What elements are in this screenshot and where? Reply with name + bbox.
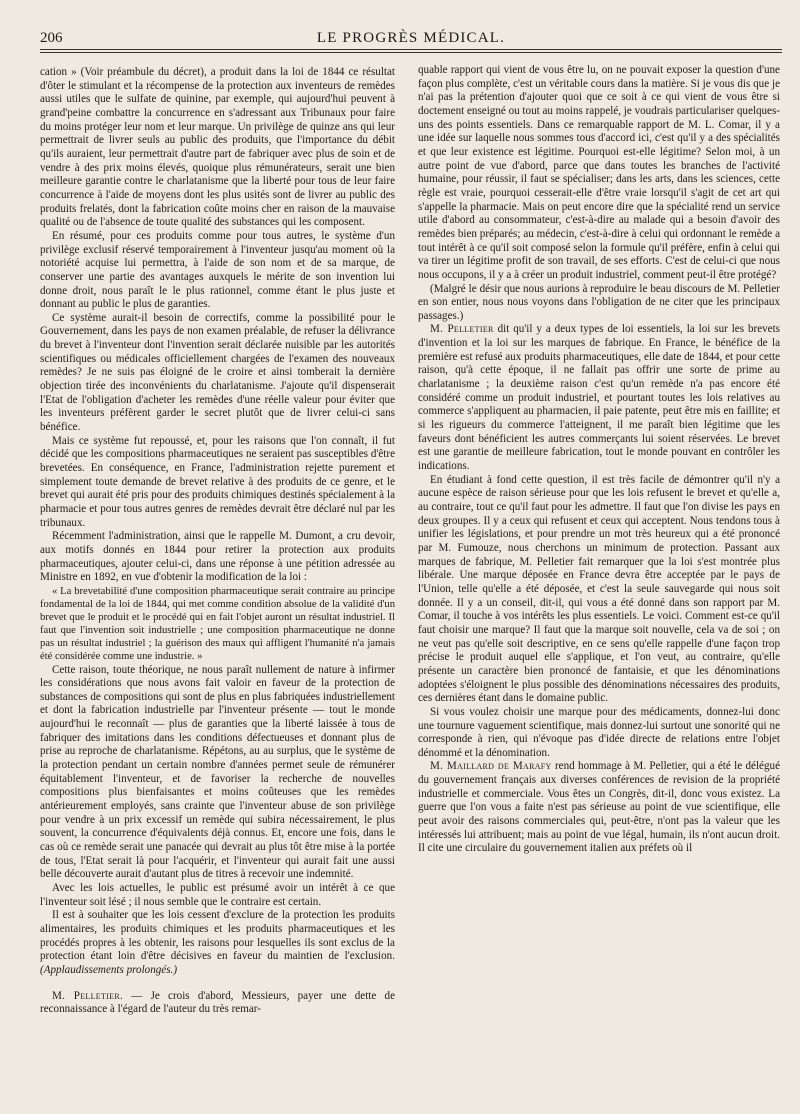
header-rule [40, 52, 782, 53]
paragraph: quable rapport qui vient de vous être lu, on ne pouvait exposer la question d'une façon plus complète, c'est un véritable cours dans la matière. Si je vous dis que je n'ai pas la prétention d'ajouter quoi que ce soit à ce qui vient de vous être si doctement enseigné ou tout au moins rappelé, je voudrais particulariser quelques-uns des points essentiels. Dans ce remarquable rapport de M. L. Comar, il y a une idée sur laquelle nous sommes tous d'accord ici, c'est qu'il y a des spécialités et que leur existence est légitime. Pourquoi est-elle légitime? Selon moi, à un autre point de vue d'abord, parce que dans toutes les branches de l'activité humaine, pour réussir, il faut se spécialiser; dans les arts, dans les sciences, cette règle est vraie, pourquoi cesserait-elle d'être vraie lorsqu'il s'agit de cet art qui s'appelle la pharmacie. Mais on peut encore dire que la spécialité rend un service utile d'abord au consommateur, c'est-à-dire au malade qui a besoin d'avoir des remèdes bien préparés; au médecin, c'est-à-dire à celui qui ordonnant le remède a tout intérêt à ce qu'il soit composé selon la formule qu'il préfère, enfin à celui qui va tirer un légitime profit de son travail, de ses efforts. C'est de celui-ci que nous nous occupons, il y a à créer un produit industriel, comment peut-il être protégé? [418, 64, 780, 281]
paragraph [418, 323, 780, 473]
running-header [40, 28, 782, 48]
speaker-name: M. Pelletier [430, 323, 494, 336]
paragraph: Mais ce système fut repoussé, et, pour les raisons que l'on connaît, il fut décidé que les compositions pharmaceutiques ne seraient pas susceptibles d'être brevetées. En conséquence, en France, l'administration rejette purement et simplement toute demande de brevet relative à des produits de ce genre, et le brevet qui aurait été pris pour des produits chimiques destinés spécialement à la pharmacie et pour tous autres genres de remèdes devrait être déclaré nul par les tribunaux. [40, 434, 395, 529]
paragraph-text: dit qu'il y a deux types de loi essentiels, la loi sur les brevets d'invention et la loi sur les marques de fabrique. En France, le bénéfice de la première est refusé aux produits pharmaceutiques, elle date de 1844, et pour cette raison, qu'à cette époque, il ne fallait pas offrir une sorte de prime au charlatanisme ; la deuxième raison c'est qu'un remède n'a pas encore été considéré comme un produit industriel, et pourtant toutes les lois relatives au commerce s'appliquent au pharmacien, il paie patente, peut être mis en faillite; et si les rigueurs du commerce l'atteignent, il me paraît bien légitime que les faveurs dont bénéficient les autres commerçants lui soient réservées. Le brevet est une garantie de meilleure fabrication, tout le monde pouvant en contrôler les indications. [418, 323, 780, 473]
paragraph: Avec les lois actuelles, le public est présumé avoir un intérêt à ce que l'inventeur soit lésé ; il nous semble que le contraire est certain. [40, 882, 395, 908]
paragraph: En résumé, pour ces produits comme pour tous autres, le système d'un privilège exclusif réservé temporairement à l'inventeur jusqu'au moment où la notoriété acquise lui permettra, à l'aide de son nom et de sa marque, de conserver une partie des avantages auxquels le mérite de son invention lui donne droit, nous paraît le le plus rationnel, comme étant le plus juste et donnant au public le plus de garanties. [40, 229, 395, 311]
paragraph: (Malgré le désir que nous aurions à reproduire le beau discours de M. Pelletier en son entier, nous nous voyons dans l'obligation de ne citer que les principaux passages.) [418, 282, 780, 322]
paragraph: Récemment l'administration, ainsi que le rappelle M. Dumont, a cru devoir, aux motifs donnés en 1844 pour retirer la protection aux produits pharmaceutiques, ajouter celui-ci, dans une réponse à une pétition adressée au Ministre en 1892, en vue d'obtenir la modification de la loi : [40, 530, 395, 584]
journal-title: LE PROGRÈS MÉDICAL. [316, 30, 506, 46]
paragraph-text: rend hommage à M. Pelletier, qui a été le délégué du gouvernement français aux diverses conférences de revision de la propriété industrielle et commerciale. Vous êtes un Congrès, dit-il, donc vous existez. La guerre que l'on vous a faite n'est pas sérieuse au point de vue scientifique, elle peut avoir des raisons commerciales qui, peut-être, n'ont pas la valeur que les intéressés lui attribuent; mais au point de vue légal, humain, ils n'ont aucun droit. Il cite une circulaire du gouvernement italien aux préfets où il [418, 760, 780, 855]
paragraph: En étudiant à fond cette question, il est très facile de démontrer qu'il n'y a aucune espèce de raison sérieuse pour que les lois refusent le brevet et qu'elle a, au contraire, tout ce qu'il faut pour les admettre. Il faut que l'on divise les pays en deux groupes. Il y a ceux qui refusent et ceux qui acceptent. Nous tendons tous à unifier les législations, et pour prendre un mot très heureux qui a été prononcé par M. Fumouze, nous cherchons un minimum de protection. Passant aux marques de fabrique, M. Pelletier fait remarquer que la loi s'est montrée plus libérale. Une marque déposée en France devra être acceptée par le pays de l'Union, telle qu'elle a été déposée, et c'est la seule sauvegarde qui nous soit donnée. Il y a un conseil, dit-il, qui vous a été donné dans son rapport par M. Comar, il touche à vos intérêts les plus essentiels. Le voici. Comment est-ce qu'il faut choisir une marque? Il faut que la marque soit nouvelle, cela va de soi ; on ne veut pas qu'elle soit descriptive, en ce sens qu'elle rappelle d'une façon trop précise le produit auquel elle s'applique, et l'on veut, au contraire, qu'elle présente un caractère bien prononcé de fantaisie, et que les dénominations adoptées s'éloignent le plus possible des dénominations nécessaires des produits, ces dernières étant dans le domaine public. [418, 473, 780, 705]
speaker-name: M. Pelletier. [52, 989, 124, 1002]
right-column [418, 64, 780, 856]
page-number: 206 [40, 30, 63, 46]
paragraph: Si vous voulez choisir une marque pour des médicaments, donnez-lui donc une tournure vaguement scientifique, mais donnez-lui surtout une sonorité qui ne corresponde à rien, qui n'évoque pas d'idée directe de relations entre l'objet dénommé et la dénomination. [418, 705, 780, 759]
applause-note: (Applaudissements prolongés.) [40, 963, 178, 976]
paragraph: Cette raison, toute théorique, ne nous paraît nullement de nature à infirmer les considérations que nous avons fait valoir en faveur de la protection de substances de compositions qui sont de plus en plus fabriquées industriellement et dont la fabrication industrielle par l'inventeur présente — tout le monde aujourd'hui le reconnaît — plus de garanties que la liberté laissée à tous de fabriquer des imitations dans les conditions défectueuses et donnant plus de prise au reproche de charlatanisme. Répétons, au au surplus, que le système de la protection pendant un certain nombre d'années permet seule de rémunérer équitablement l'inventeur, et de favoriser la recherche de nouvelles compositions plus bienfaisantes et moins coûteuses que les remèdes antérieurement employés, sans crainte que l'inventeur abuse de son privilège pour vendre à un prix excessif un remède qui subira nécessairement, le plus souvent, la concurrence d'équivalents déjà connus. Et, encore une fois, dans le cas où ce remède serait une panacée qui devrait au plus tôt être mise à la portée de tous, l'Etat serait là pour l'acquérir, et l'inventeur qui aurait fait une aussi belle découverte aurait d'autant plus de titres à recevoir une indemnité. [40, 663, 395, 881]
speaker-name: M. Maillard de Marafy [430, 760, 552, 773]
paragraph: cation » (Voir préambule du décret), a produit dans la loi de 1844 ce résultat d'ôter le stimulant et la récompense de la protection aux inventeurs de remèdes aussi utiles que le sulfate de quinine, par exemple, qui aujourd'hui peuvent à grand'peine combattre la concurrence en s'adressant aux Tribunaux pour faire du moins protéger leur nom et leur marque. Un privilège de quinze ans qui leur permettrait de livrer seuls au public des produits, que l'importance du débit qu'ils auraient, leur permettrait d'autre part de fabriquer avec plus de soin et de vendre à des prix moins élevés, quoique plus rémunérateurs, serait une bien meilleure garantie contre le charlatanisme que la liberté pour tous de leur faire concurrence à l'aide de moyens dont les plus usités sont de livrer au public des produits frelatés, dont la fabrication coûte moins cher en raison de la mauvaise qualité ou de l'absence de toute qualité des substances qui les composent. [40, 66, 395, 229]
paragraph [418, 760, 780, 856]
paragraph-text: Il est à souhaiter que les lois cessent d'exclure de la protection les produits alimentaires, les produits chimiques et les produits pharmaceutiques et les procédés propres à les obtenir, les raisons pour lesquelles ils sont exclus de la protection étant loin d'être décisives en faveur du maintien de l'exclusion. [40, 909, 395, 963]
paragraph-text: — Je crois d'abord, Messieurs, payer une dette de reconnaissance à l'égard de l'auteur du très remar- [40, 989, 395, 1016]
paragraph [40, 909, 395, 977]
paragraph [40, 990, 395, 1017]
quoted-passage: « La brevetabilité d'une composition pharmaceutique serait contraire au principe fondamental de la loi de 1844, qui met comme condition absolue de la validité d'un brevet que le produit et le procédé qui en fait l'objet auront un résultat industriel. Il faut que l'invention soit industrielle ; une composition pharmaceutique ne donne pas un résultat industriel ; la guérison des maux qui affligent l'humanité n'a jamais été considérée comme une industrie. » [40, 585, 395, 663]
paragraph: Ce système aurait-il besoin de correctifs, comme la possibilité pour le Gouvernement, dans les pays de non examen préalable, de refuser la délivrance du brevet à l'inventeur dont l'invention serait déclarée nuisible par les autorités scientifiques ou médicales officiellement chargées de l'examen des nouveaux remèdes? Je ne suis pas éloigné de le croire et ainsi tomberait la dernière objection tirée des inconvénients du charlatanisme. J'ajoute qu'il dispenserait l'Etat de l'obligation d'acheter les remèdes d'une réelle valeur pour éviter que les inventeurs préfèrent garder le secret plutôt que de livrer celui-ci sans bénéfice. [40, 311, 395, 434]
left-column [40, 66, 395, 1017]
header-rule [40, 49, 782, 50]
